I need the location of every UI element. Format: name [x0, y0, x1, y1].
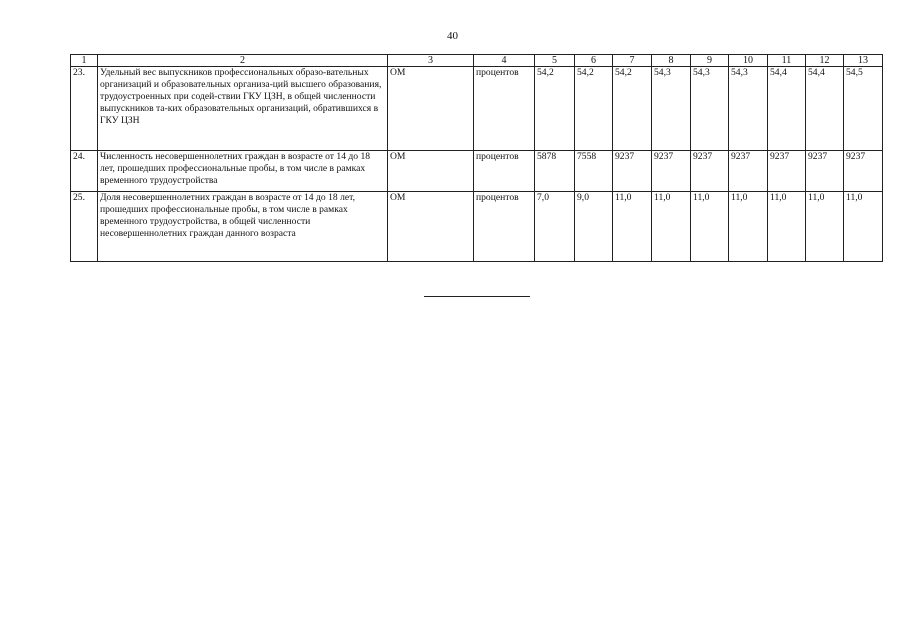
indicator-value: 11,0: [768, 192, 806, 262]
indicator-value: 54,5: [844, 67, 883, 151]
indicator-value: 7,0: [535, 192, 575, 262]
indicator-value: 54,3: [652, 67, 691, 151]
column-header: 2: [98, 55, 388, 67]
indicator-unit: процентов: [474, 151, 535, 192]
indicator-value: 11,0: [844, 192, 883, 262]
indicator-value: 7558: [575, 151, 613, 192]
indicator-name: Численность несовершеннолетних граждан в возрасте от 14 до 18 лет, прошедших профессиональные пробы, в том числе в рамках временного трудоустройства: [98, 151, 388, 192]
column-header: 12: [806, 55, 844, 67]
column-header: 5: [535, 55, 575, 67]
indicator-value: 9237: [768, 151, 806, 192]
indicator-value: 9237: [844, 151, 883, 192]
indicator-value: 11,0: [806, 192, 844, 262]
indicator-value: 9237: [652, 151, 691, 192]
indicator-type: ОМ: [388, 67, 474, 151]
indicator-value: 9,0: [575, 192, 613, 262]
row-number: 25.: [71, 192, 98, 262]
column-header: 9: [691, 55, 729, 67]
table-row: [71, 192, 883, 262]
indicator-value: 9237: [806, 151, 844, 192]
indicators-table: [70, 54, 883, 262]
row-number: 24.: [71, 151, 98, 192]
row-number: 23.: [71, 67, 98, 151]
indicator-type: ОМ: [388, 151, 474, 192]
indicator-value: 54,4: [768, 67, 806, 151]
column-header: 13: [844, 55, 883, 67]
column-header: 4: [474, 55, 535, 67]
indicator-name: Удельный вес выпускников профессиональных образо-вательных организаций и образовательных организа-ций высшего образования, трудоустроенных при содей-ствии ГКУ ЦЗН, в общей численности выпускников та-ких образовательных организаций, обратившихся в ГКУ ЦЗН: [98, 67, 388, 151]
table-header-row: [71, 55, 883, 67]
column-header: 3: [388, 55, 474, 67]
indicator-value: 9237: [729, 151, 768, 192]
table-row: [71, 67, 883, 151]
indicator-value: 11,0: [729, 192, 768, 262]
table-row: [71, 151, 883, 192]
column-header: 7: [613, 55, 652, 67]
column-header: 1: [71, 55, 98, 67]
indicator-value: 11,0: [691, 192, 729, 262]
indicator-unit: процентов: [474, 67, 535, 151]
page-number: 40: [447, 30, 458, 42]
indicator-value: 11,0: [613, 192, 652, 262]
indicator-value: 9237: [613, 151, 652, 192]
indicator-value: 54,2: [535, 67, 575, 151]
indicator-value: 9237: [691, 151, 729, 192]
indicator-unit: процентов: [474, 192, 535, 262]
column-header: 10: [729, 55, 768, 67]
indicator-type: ОМ: [388, 192, 474, 262]
column-header: 8: [652, 55, 691, 67]
indicator-value: 11,0: [652, 192, 691, 262]
column-header: 11: [768, 55, 806, 67]
indicator-name: Доля несовершеннолетних граждан в возрасте от 14 до 18 лет, прошедших профессиональные пробы, в том числе в рамках временного трудоустройства, в общей численности несовершеннолетних граждан данного возраста: [98, 192, 388, 262]
column-header: 6: [575, 55, 613, 67]
indicator-value: 54,2: [613, 67, 652, 151]
indicator-value: 54,3: [729, 67, 768, 151]
indicator-value: 54,2: [575, 67, 613, 151]
indicator-value: 54,4: [806, 67, 844, 151]
indicator-value: 5878: [535, 151, 575, 192]
end-separator-line: [424, 296, 530, 297]
indicator-value: 54,3: [691, 67, 729, 151]
